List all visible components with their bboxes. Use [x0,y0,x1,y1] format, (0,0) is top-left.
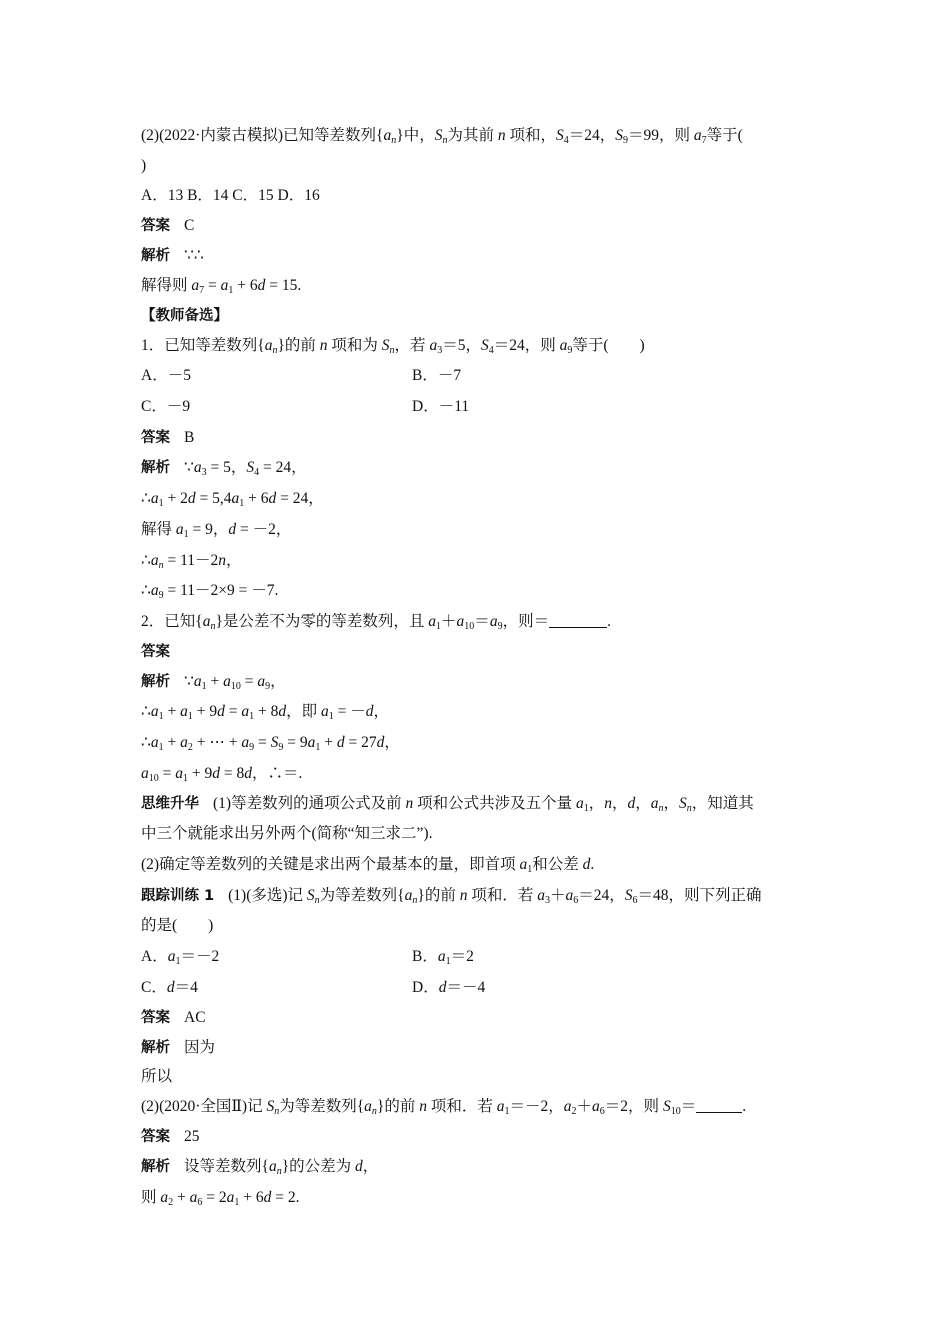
tracking-option-c: C．d＝4 [141,979,198,996]
tracking-option-d: D．d＝－4 [412,979,486,996]
q1-option-b: B．－7 [412,367,462,384]
q1-option-c: C．－9 [141,398,191,415]
q1-analysis-1: 解析 $\because a_3 = 5$，$S_4 = 24$， [141,459,307,478]
tracking-q1-line-1: 跟踪训练 1 (1)(多选)记 $S_n$为等差数列$\{a_n\}$的前 n 项和．若 $a_3+a_6=24$，$S_6=48$，则下列正确 [141,887,762,906]
teacher-q2: 2．已知$\{a_n\}$是公差不为零的等差数列，且 $a_1+a_{10}=a_9$，则＝ . [141,613,611,632]
q2-analysis-3: $\therefore a_1 + a_2$ + ⋯ + $a_9 = S_9 = 9a_1 + d = 27d$， [141,734,400,753]
tracking-q1-so: 所以 [141,1068,173,1085]
q1-option-d: D．－11 [412,398,470,415]
analysis-line [141,246,204,266]
problem-2-line-2: ) [141,157,147,174]
q1-analysis-5: $\therefore a_9 = 11-2\times 9 = -7$. [141,582,279,601]
thinking-label: 思维升华 [141,796,199,812]
teacher-title: 【教师备选】 [141,308,228,324]
q1-analysis-4: $\therefore a_n = 11-2n$， [141,552,242,571]
thinking-line-1: 思维升华 (1)等差数列的通项公式及前 n 项和公式共涉及五个量 $a_1$，n，d，$a_n$，$S_n$，知道其 [141,795,754,814]
answer-value: C [184,217,195,234]
q1-analysis-2: $\therefore a_1 + 2d = 5,4a_1 + 6d = 24$， [141,490,324,509]
tracking-q2-blank [696,1098,742,1113]
q2-analysis-1: 解析 $\because a_1 + a_{10} = a_9$， [141,673,286,692]
tracking-q1-analysis: 解析 因为 [141,1039,216,1056]
tracking-label: 跟踪训练 1 [141,888,215,904]
q2-analysis-4: $a_{10} = a_1 + 9d = 8d$，∴＝. [141,765,303,784]
q1-option-a: A．－5 [141,367,191,384]
thinking-line-3: (2)确定等差数列的关键是求出两个最基本的量，即首项 $a_1$和公差 d. [141,856,595,875]
teacher-q1: 1．已知等差数列$\{a_n\}$的前 n 项和为 $S_n$，若 $a_3=5$，$S_4=24$，则 $a_9$等于( ) [141,337,645,356]
tracking-q1-answer: AC [184,1009,206,1026]
analysis-text: ∵∴ [184,247,204,264]
tracking-q2-last: 则 $a_2 + a_6 = 2a_1 + 6d = 2$. [141,1189,300,1208]
thinking-line-2: 中三个就能求出另外两个(简称“知三求二”). [141,825,433,842]
tracking-q2-answer-line: 答案 25 [141,1128,200,1145]
solve-line: 解得则 $a_7 = a_1 + 6d = 15$. [141,277,302,296]
analysis-label: 解析 [141,248,170,264]
problem-2-line-1: (2)(2022·内蒙古模拟)已知等差数列$\{a_n\}$中，$S_n$为其前 n 项和，$S_4=24$，$S_9=99$，则 $a_7$等于( [141,127,743,146]
tracking-q2: (2)(2020·全国Ⅱ)记 $S_n$为等差数列$\{a_n\}$的前 n 项和．若 $a_1=-2$，$a_2+a_6=2$，则 $S_{10}=$ . [141,1098,747,1117]
tracking-q1-line-2: 的是( ) [141,917,214,934]
q2-answer-line: 答案 [141,644,170,660]
tracking-q2-answer: 25 [184,1128,200,1145]
q1-analysis-3: 解得 $a_1 = 9$，d = －2， [141,521,292,540]
q1-answer-line: 答案 B [141,429,195,446]
q2-blank [549,613,607,628]
tracking-option-a: A．$a_1=-2$ [141,948,220,967]
problem-2-options: A．13 B．14 C．15 D．16 [141,187,320,204]
tracking-option-b: B．$a_1=2$ [412,948,474,967]
tracking-q2-analysis: 解析 设等差数列$\{a_n\}$的公差为 d， [141,1158,379,1177]
answer-line [141,216,194,236]
q1-answer: B [184,429,195,446]
answer-label: 答案 [141,218,170,234]
tracking-q1-answer-line: 答案 AC [141,1009,206,1026]
q2-analysis-2: $\therefore a_1 + a_1 + 9d = a_1 + 8d$，即 $a_1 = -d$， [141,703,390,722]
